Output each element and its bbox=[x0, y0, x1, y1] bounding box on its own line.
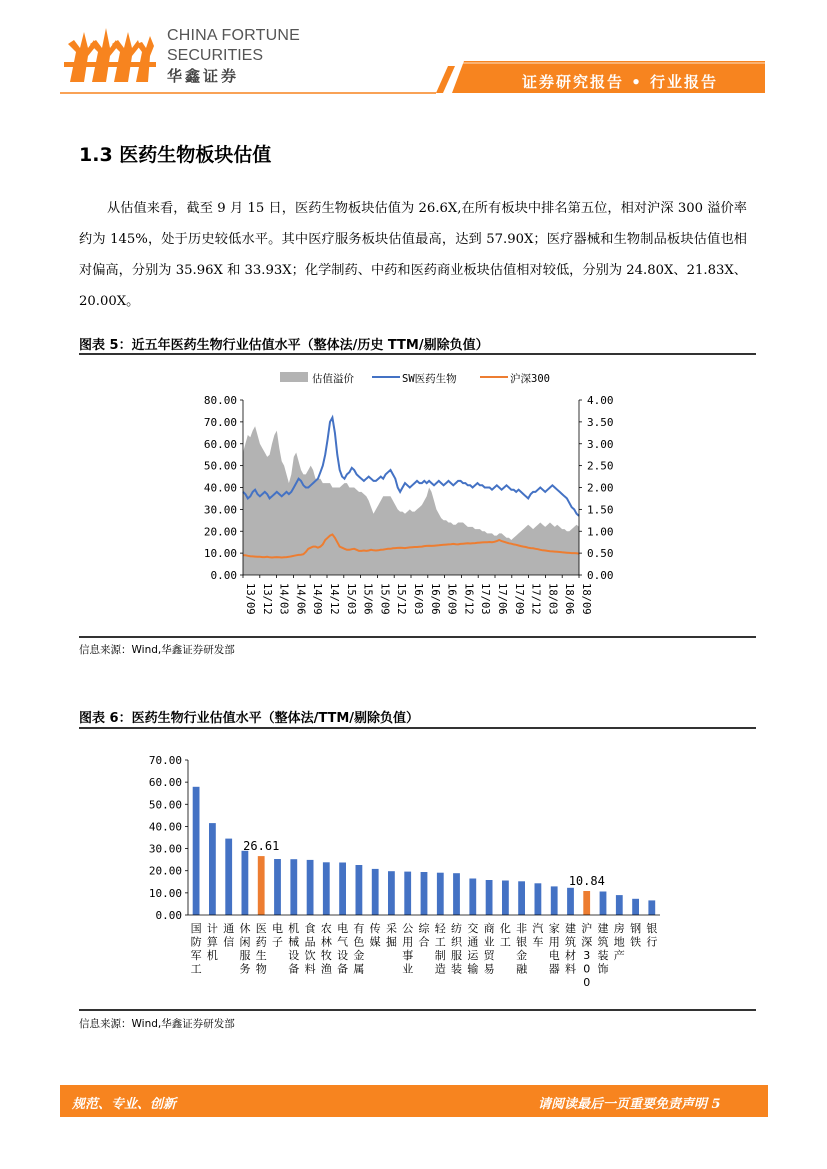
x-tick-label: 14/06 bbox=[294, 583, 307, 615]
x-tick-label: 15/12 bbox=[395, 583, 408, 615]
y-right-tick-label: 3.50 bbox=[587, 415, 614, 429]
x-tick-label: 17/09 bbox=[512, 583, 525, 615]
bar bbox=[453, 873, 460, 915]
category-label: 有色金属 bbox=[353, 922, 365, 976]
bar bbox=[567, 888, 574, 915]
bar bbox=[437, 873, 444, 915]
x-tick-label: 15/03 bbox=[344, 583, 357, 615]
bar bbox=[535, 883, 542, 915]
x-tick-label: 16/12 bbox=[462, 583, 475, 615]
bar bbox=[518, 881, 525, 915]
category-label: 计算机 bbox=[206, 922, 218, 962]
figure5-top-rule bbox=[79, 353, 756, 355]
bar bbox=[356, 865, 363, 915]
y-tick-label: 40.00 bbox=[148, 820, 182, 834]
bar bbox=[404, 872, 411, 915]
bar-data-label: 26.61 bbox=[243, 839, 280, 854]
y-tick-label: 60.00 bbox=[148, 776, 182, 790]
category-label: 机械设备 bbox=[288, 922, 300, 976]
y-right-tick-label: 0.00 bbox=[587, 569, 614, 582]
y-tick-label: 0.00 bbox=[155, 909, 182, 922]
y-right-tick-label: 2.50 bbox=[587, 459, 614, 473]
figure6-top-rule bbox=[79, 727, 756, 729]
bar bbox=[307, 860, 314, 915]
category-label: 国防军工 bbox=[190, 922, 202, 976]
x-tick-label: 14/12 bbox=[328, 583, 340, 615]
bar bbox=[600, 892, 607, 916]
x-tick-label: 15/09 bbox=[378, 583, 391, 615]
bar bbox=[551, 886, 558, 915]
category-label: 交通运输 bbox=[467, 922, 479, 976]
y-left-tick-label: 80.00 bbox=[203, 394, 237, 407]
y-left-tick-label: 30.00 bbox=[203, 503, 237, 517]
x-tick-label: 16/09 bbox=[445, 583, 458, 615]
x-tick-label: 16/06 bbox=[428, 583, 441, 615]
x-tick-label: 13/09 bbox=[244, 583, 256, 615]
brand-name-en-2: SECURITIES bbox=[167, 47, 264, 64]
legend-label-hs300: 沪深300 bbox=[510, 373, 550, 385]
y-right-tick-label: 4.00 bbox=[587, 394, 614, 407]
y-tick-label: 20.00 bbox=[148, 864, 182, 878]
x-tick-label: 18/06 bbox=[563, 583, 576, 615]
y-tick-label: 30.00 bbox=[148, 842, 182, 856]
legend-swatch-premium bbox=[280, 372, 308, 382]
bar bbox=[486, 880, 493, 915]
x-tick-label: 17/03 bbox=[479, 583, 492, 615]
bar bbox=[469, 879, 476, 916]
y-left-tick-label: 60.00 bbox=[203, 437, 237, 451]
figure5-bottom-rule bbox=[79, 636, 756, 638]
category-label: 综合 bbox=[418, 922, 430, 949]
bar bbox=[193, 787, 200, 915]
chart5-legend bbox=[280, 372, 550, 385]
bar bbox=[632, 899, 639, 915]
legend-label-sw: SW医药生物 bbox=[402, 373, 457, 385]
x-tick-label: 14/03 bbox=[277, 583, 290, 615]
y-right-tick-label: 3.00 bbox=[587, 437, 614, 451]
figure5-source: 信息来源：Wind,华鑫证券研发部 bbox=[79, 644, 235, 656]
legend-label-premium: 估值溢价 bbox=[312, 373, 354, 385]
x-tick-label: 18/09 bbox=[580, 583, 592, 615]
category-label: 商业贸易 bbox=[483, 922, 495, 976]
x-tick-label: 13/12 bbox=[260, 583, 273, 615]
category-label: 采掘 bbox=[385, 922, 397, 949]
category-label: 房地产 bbox=[613, 922, 625, 962]
figure6-title: 图表 6：医药生物行业估值水平（整体法/TTM/剔除负值） bbox=[79, 711, 420, 726]
y-tick-label: 50.00 bbox=[148, 798, 182, 812]
bar bbox=[274, 859, 281, 915]
body-paragraph-text: 从估值来看，截至 9 月 15 日，医药生物板块估值为 26.6X,在所有板块中排名第五位，相对沪深 300 溢价率约为 145%，处于历史较低水平。其中医疗服务板块估值最高，达到 57.90X；医疗器械和生物制品板块估值也相对偏高，分别为 35.96X 和 33.93X；化学制药、中药和医药商业板块估值相对较低，分别为 24.80X、21.83X、20.00X。 bbox=[79, 201, 747, 309]
category-label: 通信 bbox=[223, 922, 235, 949]
valuation-history-chart bbox=[180, 362, 640, 632]
category-label: 传媒 bbox=[369, 922, 381, 949]
y-right-tick-label: 1.50 bbox=[587, 503, 614, 517]
bar bbox=[339, 863, 346, 916]
y-left-tick-label: 50.00 bbox=[203, 459, 237, 473]
bar bbox=[388, 871, 395, 915]
bar bbox=[209, 823, 216, 915]
footer-right: 请阅读最后一页重要免责声明 5 bbox=[538, 1097, 721, 1112]
y-tick-label: 70.00 bbox=[148, 754, 182, 767]
category-label: 银行 bbox=[646, 922, 658, 949]
bar bbox=[648, 900, 655, 915]
category-label: 公用事业 bbox=[402, 922, 414, 976]
bar bbox=[616, 895, 623, 915]
category-label: 纺织服装 bbox=[451, 922, 463, 976]
bar bbox=[290, 859, 297, 915]
category-label: 医药生物 bbox=[255, 922, 267, 976]
y-left-tick-label: 40.00 bbox=[203, 481, 237, 495]
category-label: 轻工制造 bbox=[434, 922, 446, 976]
bar bbox=[583, 891, 590, 915]
category-label: 非银金融 bbox=[516, 922, 528, 976]
x-tick-label: 14/09 bbox=[311, 583, 324, 615]
y-right-tick-label: 0.50 bbox=[587, 547, 614, 561]
y-left-tick-label: 70.00 bbox=[203, 415, 237, 429]
y-left-tick-label: 10.00 bbox=[203, 547, 237, 561]
category-label: 建筑材料 bbox=[564, 922, 576, 976]
footer-left: 规范、专业、创新 bbox=[72, 1097, 177, 1112]
body-paragraph bbox=[79, 193, 747, 317]
category-label: 电子 bbox=[272, 922, 284, 949]
brand-name-cn: 华鑫证券 bbox=[167, 67, 240, 85]
category-label: 沪深 3 0 0 bbox=[581, 922, 593, 989]
category-label: 电气设备 bbox=[337, 922, 349, 976]
x-tick-label: 17/12 bbox=[529, 583, 542, 615]
figure6-bottom-rule bbox=[79, 1009, 756, 1011]
bar bbox=[258, 856, 265, 915]
bar bbox=[242, 851, 249, 915]
x-tick-label: 18/03 bbox=[546, 583, 559, 615]
industry-valuation-bar-chart bbox=[130, 745, 690, 1005]
category-label: 农林牧渔 bbox=[320, 922, 332, 976]
bar bbox=[372, 869, 379, 915]
premium-area bbox=[243, 426, 579, 575]
brand-name-en-1: CHINA FORTUNE bbox=[167, 27, 300, 44]
x-tick-label: 16/03 bbox=[412, 583, 424, 615]
figure5-title: 图表 5：近五年医药生物行业估值水平（整体法/历史 TTM/剔除负值） bbox=[79, 338, 489, 353]
y-tick-label: 10.00 bbox=[148, 886, 182, 900]
y-right-tick-label: 2.00 bbox=[587, 481, 614, 495]
section-title: 1.3 医药生物板块估值 bbox=[79, 144, 272, 166]
category-label: 休闲服务 bbox=[239, 922, 251, 976]
bar-data-label: 10.84 bbox=[568, 873, 605, 888]
category-label: 家用电器 bbox=[548, 922, 560, 976]
y-right-tick-label: 1.00 bbox=[587, 525, 614, 539]
y-left-tick-label: 20.00 bbox=[203, 525, 237, 539]
x-tick-label: 15/06 bbox=[361, 583, 374, 615]
category-label: 汽车 bbox=[532, 922, 544, 949]
figure6-source: 信息来源：Wind,华鑫证券研发部 bbox=[79, 1018, 235, 1030]
bar bbox=[225, 839, 232, 915]
category-label: 食品饮料 bbox=[304, 922, 316, 976]
category-label: 建筑装饰 bbox=[597, 922, 609, 976]
bar bbox=[323, 862, 330, 915]
y-left-tick-label: 0.00 bbox=[210, 569, 237, 582]
category-label: 钢铁 bbox=[630, 922, 642, 949]
bar bbox=[502, 881, 509, 916]
bar bbox=[421, 872, 428, 915]
report-type: 证券研究报告 • 行业报告 bbox=[522, 73, 719, 91]
x-tick-label: 17/06 bbox=[496, 583, 508, 615]
category-label: 化工 bbox=[499, 922, 511, 949]
